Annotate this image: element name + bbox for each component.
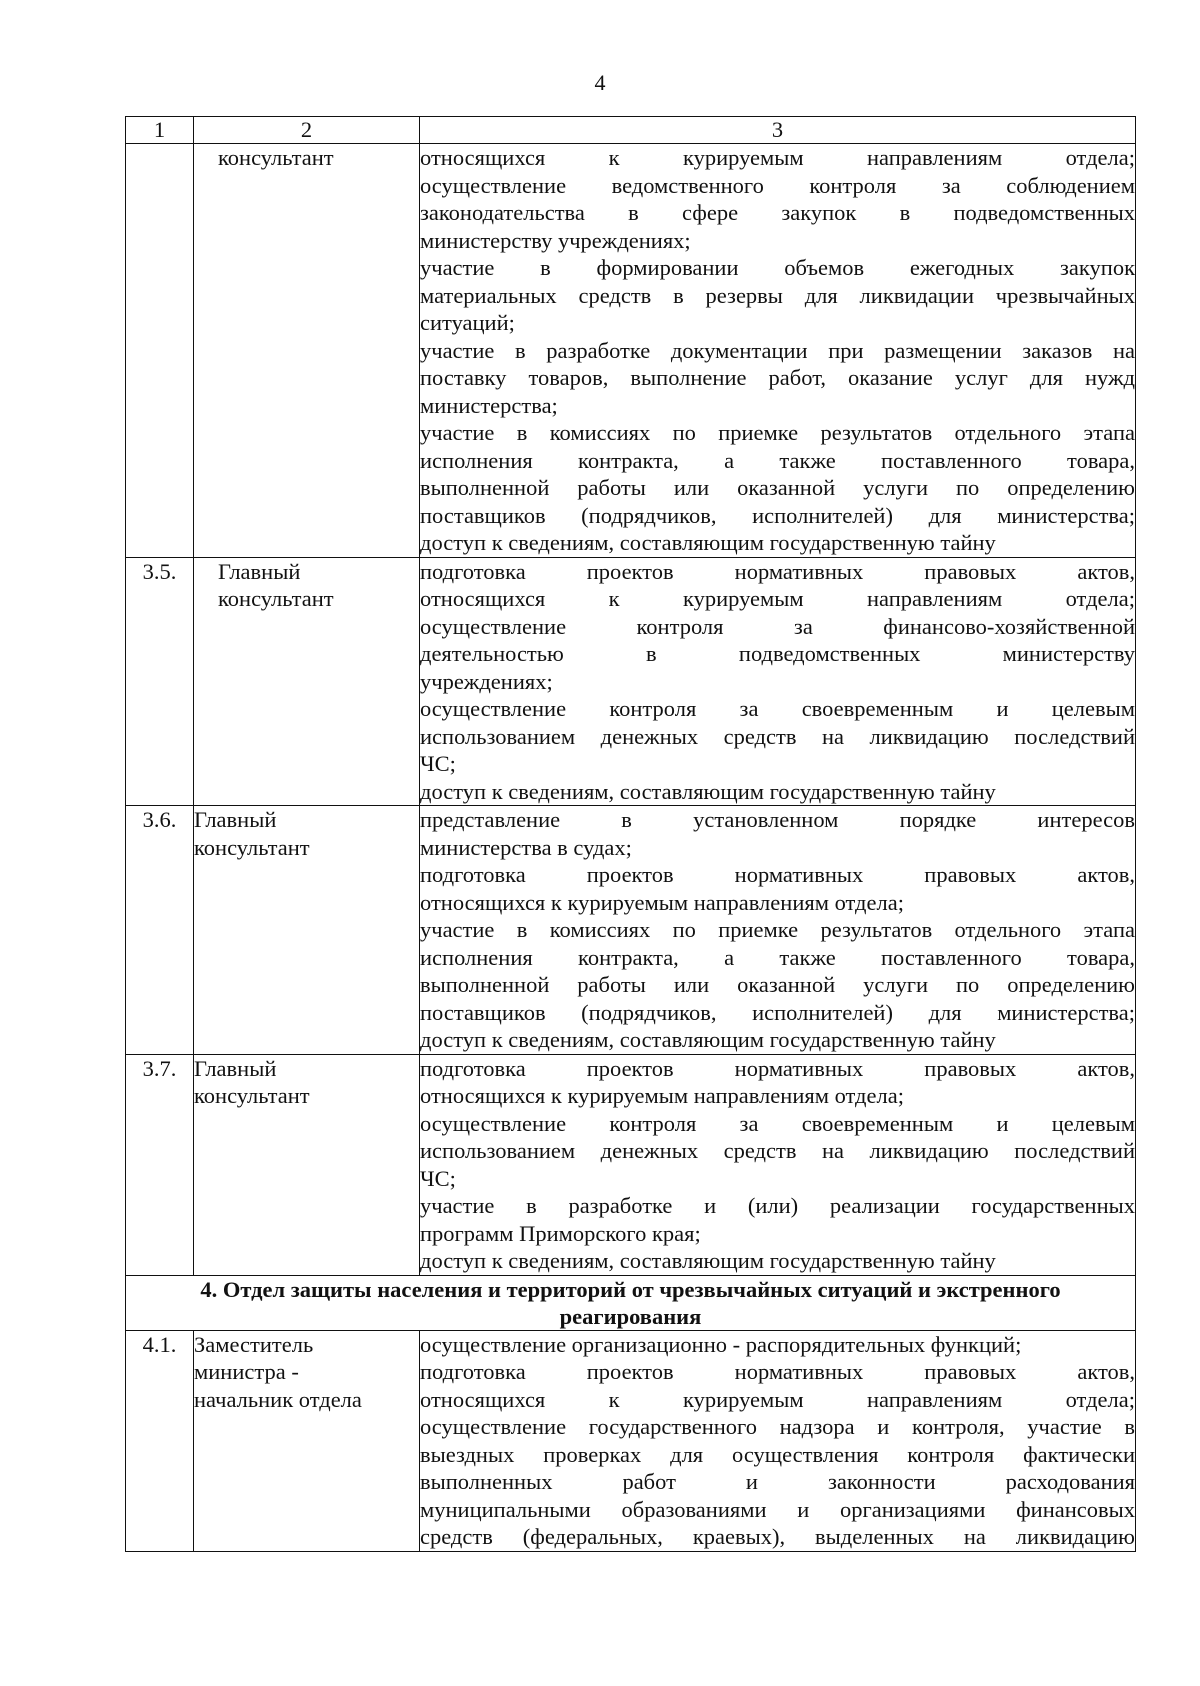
duties-cell bbox=[420, 1330, 1136, 1551]
duty-line: осуществление ведомственного контроля за соблюдением bbox=[420, 172, 1135, 198]
position-line: Главный bbox=[194, 1055, 277, 1081]
duty-line: участие в комиссиях по приемке результатов отдельного этапа bbox=[420, 420, 1135, 445]
duty-line: программ Приморского края; bbox=[420, 1220, 701, 1246]
table-header-row bbox=[126, 117, 1136, 144]
duty-line: доступ к сведениям, составляющим государственную тайну bbox=[420, 1027, 996, 1052]
section-title-line: реагирования bbox=[559, 1303, 702, 1329]
duty-line: осуществление государственного надзора и контроля, участие в bbox=[420, 1414, 1135, 1439]
position-line: консультант bbox=[218, 145, 334, 170]
duty-line: министерству учреждениях; bbox=[420, 227, 691, 253]
header-col-1: 1 bbox=[126, 117, 194, 144]
duty-line: выполненных работ и законности расходования bbox=[420, 1469, 1135, 1494]
table-body bbox=[126, 117, 1136, 1552]
duties-cell bbox=[420, 806, 1136, 1055]
duties-table bbox=[125, 116, 1136, 1552]
duty-line: ситуаций; bbox=[420, 310, 515, 335]
duty-line: министерства в судах; bbox=[420, 834, 632, 860]
duty-line: ЧС; bbox=[420, 751, 456, 776]
duty-line: поставку товаров, выполнение работ, оказание услуг для нужд bbox=[420, 365, 1135, 390]
position-line: министра - bbox=[194, 1359, 299, 1384]
duty-line: подготовка проектов нормативных правовых актов, bbox=[420, 1055, 1135, 1081]
duty-line: относящихся к курируемым направлениям отдела; bbox=[420, 1083, 904, 1108]
duty-line: исполнения контракта, а также поставленного товара, bbox=[420, 447, 1135, 473]
table-row bbox=[126, 557, 1136, 806]
duty-line: использованием денежных средств на ликвидацию последствий bbox=[420, 1138, 1135, 1163]
duty-line: участие в разработке и (или) реализации государственных bbox=[420, 1193, 1135, 1218]
table-row bbox=[126, 1054, 1136, 1275]
duty-line: осуществление контроля за своевременным и целевым bbox=[420, 696, 1135, 721]
duty-line: подготовка проектов нормативных правовых актов, bbox=[420, 558, 1135, 584]
duty-line: использованием денежных средств на ликвидацию последствий bbox=[420, 723, 1135, 749]
position-line: консультант bbox=[194, 834, 310, 860]
duty-line: осуществление контроля за своевременным и целевым bbox=[420, 1110, 1135, 1136]
duty-line: ЧС; bbox=[420, 1165, 456, 1191]
duty-line: выполненной работы или оказанной услуги по определению bbox=[420, 972, 1135, 997]
duty-line: средств (федеральных, краевых), выделенных на ликвидацию bbox=[420, 1524, 1135, 1549]
duty-line: участие в комиссиях по приемке результатов отдельного этапа bbox=[420, 917, 1135, 942]
page-number: 4 bbox=[594, 70, 606, 95]
position-line: Заместитель bbox=[194, 1331, 314, 1357]
duty-line: осуществление контроля за финансово-хозяйственной bbox=[420, 613, 1135, 639]
table-row bbox=[126, 144, 1136, 558]
header-col-2: 2 bbox=[194, 117, 420, 144]
header-col-3: 3 bbox=[420, 117, 1136, 144]
duty-line: подготовка проектов нормативных правовых актов, bbox=[420, 1359, 1135, 1384]
duties-cell bbox=[420, 1054, 1136, 1275]
row-number: 3.7. bbox=[126, 1054, 194, 1275]
duties-cell bbox=[420, 144, 1136, 558]
position-cell bbox=[194, 806, 420, 1055]
duty-line: относящихся к курируемым направлениям отдела; bbox=[420, 145, 1135, 170]
position-line: начальник отдела bbox=[194, 1386, 362, 1412]
position-cell bbox=[194, 144, 420, 558]
position-line: консультант bbox=[218, 586, 334, 611]
duty-line: относящихся к курируемым направлениям отдела; bbox=[420, 889, 904, 915]
position-cell bbox=[194, 1330, 420, 1551]
duties-cell bbox=[420, 557, 1136, 806]
duty-line: министерства; bbox=[420, 392, 558, 418]
duty-line: деятельностью в подведомственных министерству bbox=[420, 641, 1135, 666]
duty-line: учреждениях; bbox=[420, 668, 553, 694]
position-line: консультант bbox=[194, 1083, 310, 1108]
section-header-row bbox=[126, 1275, 1136, 1330]
duty-line: законодательства в сфере закупок в подведомственных bbox=[420, 200, 1135, 225]
duty-line: осуществление организационно - распорядительных функций; bbox=[420, 1331, 1022, 1357]
duty-line: муниципальными образованиями и организациями финансовых bbox=[420, 1496, 1135, 1522]
position-cell bbox=[194, 1054, 420, 1275]
duty-line: представление в установленном порядке интересов bbox=[420, 807, 1135, 832]
duty-line: поставщиков (подрядчиков, исполнителей) для министерства; bbox=[420, 502, 1135, 528]
row-number: 3.6. bbox=[126, 806, 194, 1055]
section-title bbox=[126, 1275, 1136, 1330]
row-number: 4.1. bbox=[126, 1330, 194, 1551]
row-number: 3.5. bbox=[126, 557, 194, 806]
duty-line: исполнения контракта, а также поставленного товара, bbox=[420, 944, 1135, 970]
duty-line: материальных средств в резервы для ликвидации чрезвычайных bbox=[420, 282, 1135, 308]
duty-line: относящихся к курируемым направлениям отдела; bbox=[420, 586, 1135, 611]
duty-line: участие в формировании объемов ежегодных закупок bbox=[420, 255, 1135, 280]
duty-line: участие в разработке документации при размещении заказов на bbox=[420, 337, 1135, 363]
section-title-line: 4. Отдел защиты населения и территорий от чрезвычайных ситуаций и экстренного bbox=[200, 1276, 1061, 1302]
position-cell bbox=[194, 557, 420, 806]
position-line: Главный bbox=[194, 807, 277, 832]
duty-line: доступ к сведениям, составляющим государственную тайну bbox=[420, 778, 996, 804]
duty-line: доступ к сведениям, составляющим государственную тайну bbox=[420, 530, 996, 555]
duty-line: относящихся к курируемым направлениям отдела; bbox=[420, 1386, 1135, 1412]
position-line: Главный bbox=[218, 558, 301, 584]
duty-line: доступ к сведениям, составляющим государственную тайну bbox=[420, 1248, 996, 1273]
table-row bbox=[126, 806, 1136, 1055]
duty-line: выполненной работы или оказанной услуги по определению bbox=[420, 475, 1135, 500]
duty-line: поставщиков (подрядчиков, исполнителей) для министерства; bbox=[420, 999, 1135, 1025]
duty-line: выездных проверках для осуществления контроля фактически bbox=[420, 1441, 1135, 1467]
row-number bbox=[126, 144, 194, 558]
duty-line: подготовка проектов нормативных правовых актов, bbox=[420, 862, 1135, 887]
table-row bbox=[126, 1330, 1136, 1551]
